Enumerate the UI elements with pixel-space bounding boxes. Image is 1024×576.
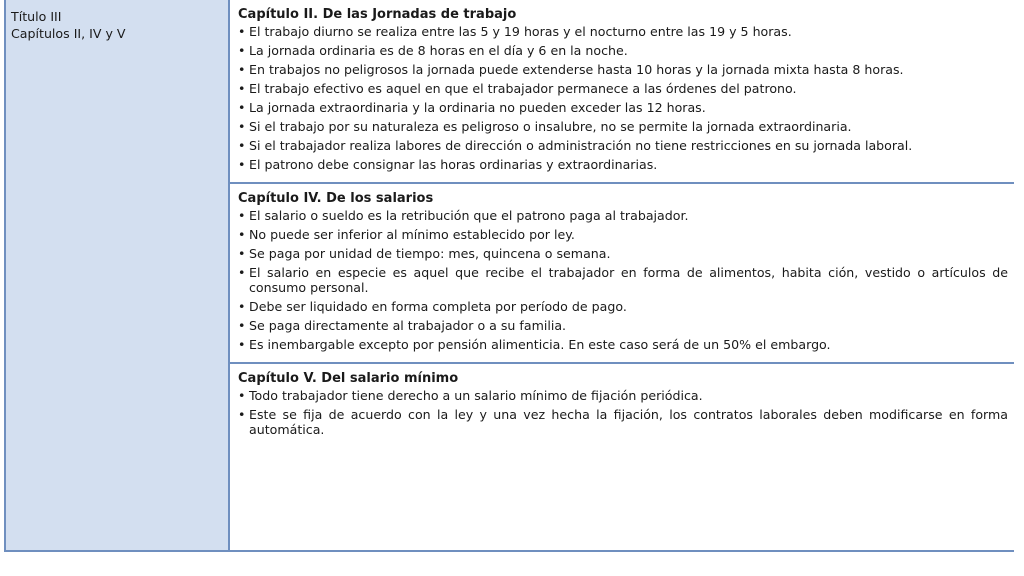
summary-table [4,0,1014,552]
list-item: • Debe ser liquidado en forma completa por período de pago. [238,299,1008,314]
list-item: • La jornada ordinaria es de 8 horas en el día y 6 en la noche. [238,43,1008,58]
list-item: • El trabajo efectivo es aquel en que el trabajador permanece a las órdenes del patrono. [238,81,1008,96]
list-item: • El patrono debe consignar las horas ordinarias y extraordinarias. [238,157,1008,172]
list-item: • Se paga por unidad de tiempo: mes, quincena o semana. [238,246,1008,261]
list-item: • Si el trabajo por su naturaleza es peligroso o insalubre, no se permite la jornada extraordinaria. [238,119,1008,134]
list-item: • En trabajos no peligrosos la jornada puede extenderse hasta 10 horas y la jornada mixta hasta 8 horas. [238,62,1008,77]
list-item: • No puede ser inferior al mínimo establecido por ley. [238,227,1008,242]
list-item: • Este se fija de acuerdo con la ley y una vez hecha la fijación, los contratos laborales deben modificarse en forma automática. [238,407,1008,437]
section-chapter-5 [230,364,1014,550]
list-item: • Es inembargable excepto por pensión alimenticia. En este caso será de un 50% el embargo. [238,337,1008,352]
section-title: Capítulo II. De las Jornadas de trabajo [238,7,517,22]
section-chapter-2 [230,0,1014,184]
list-item: • Todo trabajador tiene derecho a un salario mínimo de fijación periódica. [238,388,1008,403]
title-cell [6,0,230,550]
bullet-list [238,24,1008,172]
bullet-list [238,208,1008,352]
chapters-label: Capítulos II, IV y V [11,26,126,41]
list-item: • Se paga directamente al trabajador o a su familia. [238,318,1008,333]
bullet-list [238,388,1008,437]
list-item: • El trabajo diurno se realiza entre las 5 y 19 horas y el nocturno entre las 19 y 5 horas. [238,24,1008,39]
content-column [230,0,1014,550]
list-item: • El salario o sueldo es la retribución que el patrono paga al trabajador. [238,208,1008,223]
list-item: • Si el trabajador realiza labores de dirección o administración no tiene restricciones en su jornada laboral. [238,138,1008,153]
list-item: • El salario en especie es aquel que recibe el trabajador en forma de alimentos, habita ción, vestido o artículos de consumo personal. [238,265,1008,295]
section-title: Capítulo V. Del salario mínimo [238,371,459,386]
list-item: • La jornada extraordinaria y la ordinaria no pueden exceder las 12 horas. [238,100,1008,115]
section-chapter-4 [230,184,1014,364]
title-label: Título III [11,9,62,24]
section-title: Capítulo IV. De los salarios [238,191,434,206]
